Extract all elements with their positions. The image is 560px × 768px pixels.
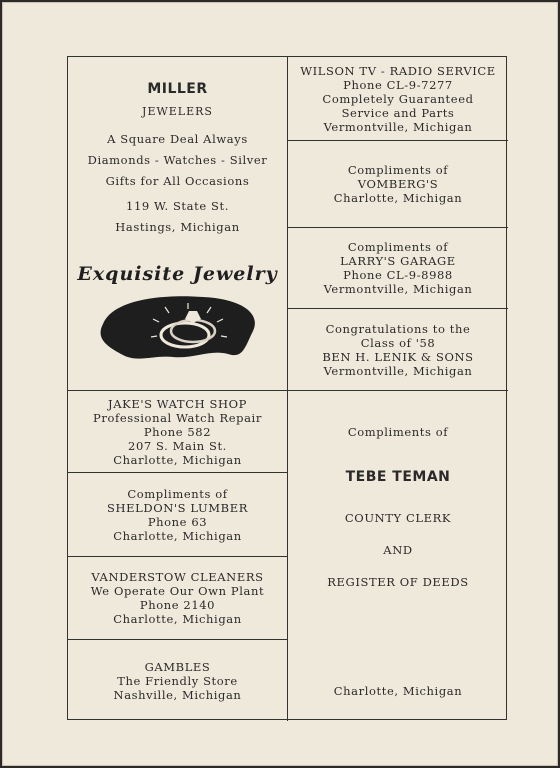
ad-line: Charlotte, Michigan [113,612,242,626]
ad-line: Charlotte, Michigan [333,191,463,205]
ad-line: VOMBERG'S [357,177,439,191]
ad-vombergs [288,140,508,227]
ad-line: Vermontville, Michigan [323,363,473,378]
ad-line: Charlotte, Michigan [113,452,242,467]
ad-line: Completely Guaranteed [322,91,474,106]
miller-line: Diamonds - Watches - Silver [87,153,268,167]
ad-miller-jewelers [68,57,288,390]
miller-line: A Square Deal Always [107,132,248,146]
ring-illustration-icon [93,289,263,369]
ad-line: Phone 2140 [139,598,216,612]
ad-line: VANDERSTOW CLEANERS [91,570,264,584]
ad-line: WILSON TV - RADIO SERVICE [300,63,496,78]
ad-vanderstow-cleaners [68,556,288,639]
miller-line: Gifts for All Occasions [105,174,250,188]
tebe-and: AND [383,543,413,557]
ad-line: Professional Watch Repair [93,410,262,425]
tebe-intro: Compliments of [347,425,449,439]
ad-line: Compliments of [127,486,228,501]
ad-jakes-watch-shop [68,390,288,472]
ad-line: Compliments of [347,240,449,254]
ad-line: The Friendly Store [117,673,238,688]
ad-line: Vermontville, Michigan [323,282,473,296]
ad-tebe-teman [288,390,508,721]
ad-line: Service and Parts [341,105,455,120]
ad-line: Phone CL-9-8988 [343,268,453,282]
ad-line: JAKE'S WATCH SHOP [108,396,247,411]
advertisement-grid [67,56,507,720]
tebe-name: TEBE TEMAN [345,469,451,485]
ad-line: Vermontville, Michigan [323,119,473,134]
ad-line: SHELDON'S LUMBER [107,500,248,515]
ad-line: Congratulations to the [325,321,471,336]
ad-line: Phone 582 [143,424,212,439]
ad-line: 207 S. Main St. [128,438,227,453]
tebe-title-deeds: REGISTER OF DEEDS [327,575,469,589]
ad-line: Charlotte, Michigan [113,528,242,543]
ad-line: Phone 63 [147,514,208,529]
tebe-city: Charlotte, Michigan [333,684,463,698]
ad-sheldons-lumber [68,472,288,556]
ad-line: Class of '58 [360,335,436,350]
ad-line: We Operate Our Own Plant [90,584,265,598]
ad-line: Phone CL-9-7277 [343,77,453,92]
miller-address: Hastings, Michigan [115,220,240,234]
miller-address: 119 W. State St. [126,199,229,213]
ad-line: Nashville, Michigan [113,687,242,702]
ad-wilson-tv-radio [288,57,508,140]
ad-line: BEN H. LENIK & SONS [322,349,474,364]
miller-subtitle: JEWELERS [142,105,213,118]
ad-larrys-garage [288,227,508,308]
ad-line: Compliments of [347,163,449,177]
ad-line: LARRY'S GARAGE [340,254,456,268]
yearbook-page [2,2,558,766]
ad-gambles [68,639,288,721]
miller-brand: MILLER [147,81,208,97]
tebe-title-clerk: COUNTY CLERK [344,511,452,525]
ad-ben-lenik-sons [288,308,508,390]
ad-line: GAMBLES [144,659,211,674]
miller-script-slogan: Exquisite Jewelry [77,263,278,285]
